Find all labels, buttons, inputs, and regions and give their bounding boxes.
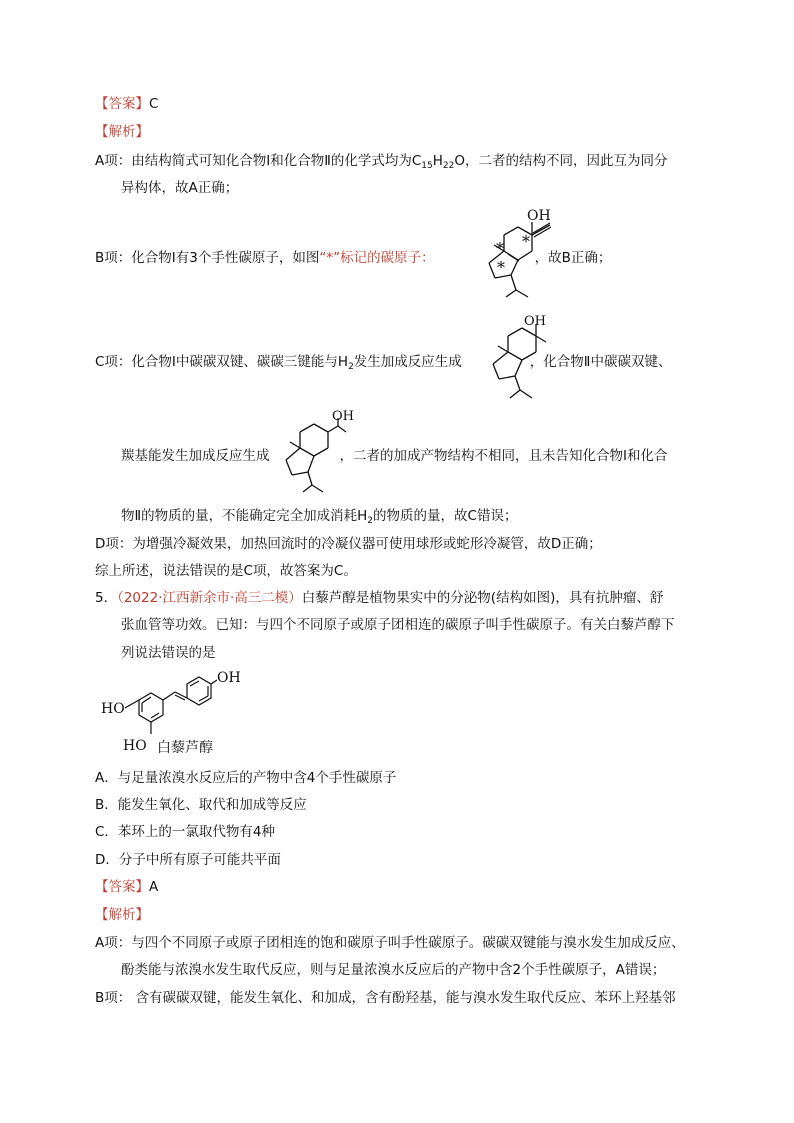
q5-analysis-b-line: B项： 含有碳碳双键，能发生氧化、和加成，含有酚羟基，能与溴水发生取代反应、苯环上羟基邻 [95,990,676,1006]
hydroxyl-label: HO [123,738,147,754]
compound-ii-product-structure [278,409,354,500]
resveratrol-structure [95,670,255,762]
q5-analysis-a-line2: 酚类能与浓溴水发生取代反应，则与足量浓溴水反应后的产物中含2个手性碳原子，A错误； [121,962,666,978]
q4-analysis-c-line2: 羰基能发生加成反应生成 ，二者的加成产物结构不相同，且未告知化合物Ⅰ和化合 [121,448,668,464]
question-source: （2022·江西新余市·高三二模） [117,590,302,606]
chiral-star: * [497,258,505,277]
q5-stem-line2: 张血管等功效。已知：与四个不同原子或原子团相连的碳原子叫手性碳原子。有关白藜芦醇下 [121,617,675,633]
q5-analysis-a-line1: A项：与四个不同原子或原子团相连的饱和碳原子叫手性碳原子。碳碳双键能与溴水发生加成反应、 [95,935,685,951]
q5-option-b: B．能发生氧化、取代和加成等反应 [95,797,307,813]
q4-analysis-d-line: D项：为增强冷凝效果，加热回流时的冷凝仪器可使用球形或蛇形冷凝管，故D正确； [95,536,602,552]
answer-tag: 【答案】 [95,96,149,112]
q4-analysis-a-line1: A项：由结构简式可知化合物Ⅰ和化合物Ⅱ的化学式均为$C_{15}H_{22}O$，二者的结构不同，因此互为同分 [95,153,668,171]
compound-i-structure [470,205,570,303]
chiral-star: * [496,239,504,258]
q5-option-a: A．与足量浓溴水反应后的产物中含4个手性碳原子 [95,770,397,786]
q4-analysis-c-line1: C项：化合物Ⅰ中碳碳双键、碳碳三键能与$H_2$发生加成反应生成 ，化合物Ⅱ中碳碳双键、 [95,354,672,372]
q5-stem-line1: 5．（2022·江西新余市·高三二模）白藜芦醇是植物果实中的分泌物(结构如图)，具有抗肿瘤、舒 [95,590,664,606]
compound-i-product-structure [482,312,552,407]
q4-analysis-a-line2: 异构体，故A正确； [121,180,239,196]
answer-value: A [149,879,159,895]
analysis-tag: 【解析】 [95,124,149,140]
q5-answer [95,877,158,897]
chiral-star: * [522,232,530,251]
q4-answer [95,94,158,114]
q5-stem-line3: 列说法错误的是 [121,645,216,661]
answer-tag: 【答案】 [95,879,149,895]
structure-caption: 白藜芦醇 [157,740,213,756]
q4-analysis-c-line3: 物Ⅱ的物质的量，不能确定完全加成消耗$H_2$的物质的量，故C错误； [121,508,518,526]
q5-option-d: D．分子中所有原子可能共平面 [95,852,281,868]
analysis-tag: 【解析】 [95,907,149,923]
hydroxyl-label: OH [332,409,354,424]
answer-value: C [149,96,159,112]
q5-option-c: C．苯环上的一氯取代物有4种 [95,824,276,840]
hydroxyl-label: HO [101,701,125,717]
q4-summary: 综上所述，说法错误的是C项，故答案为C。 [95,563,357,579]
hydroxyl-label: OH [527,208,551,224]
hydroxyl-label: OH [524,314,546,329]
question-number: 5． [95,590,118,606]
q4-analysis-b-line: B项：化合物Ⅰ有3个手性碳原子，如图“*”标记的碳原子： ，故B正确； [95,250,612,266]
hydroxyl-label: OH [217,670,241,686]
